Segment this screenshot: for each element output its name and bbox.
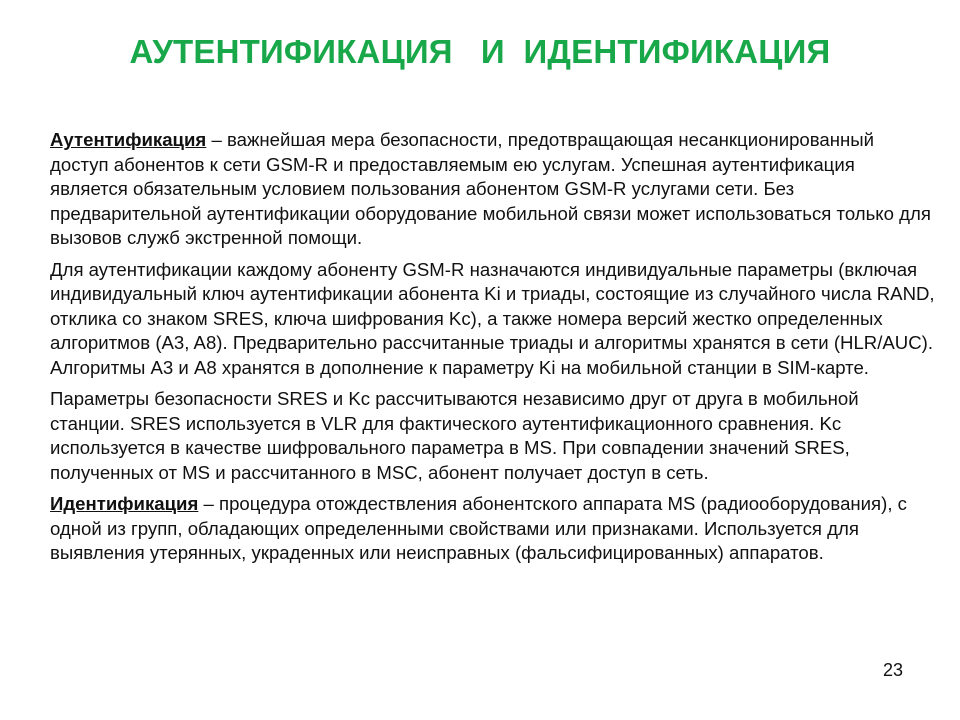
paragraph-sres-kc: Параметры безопасности SRES и Kc рассчитываются независимо друг от друга в мобильной станции. SRES используется в VLR для фактического аутентификационного сравнения. Kc используется в качестве шифровального параметра в MS. При совпадении значений SRES, полученных от MS и рассчитанного в MSC, абонент получает доступ в сеть. <box>50 388 859 483</box>
term-authentication: Аутентификация <box>50 129 207 150</box>
slide-body <box>50 128 935 573</box>
page-number: 23 <box>882 660 903 680</box>
paragraph-authentication <box>50 128 935 251</box>
term-identification: Идентификация <box>50 493 199 514</box>
paragraph-identification <box>50 492 935 566</box>
slide-title: АУТЕНТИФИКАЦИЯ И ИДЕНТИФИКАЦИЯ <box>129 33 831 70</box>
identification-definition: – процедура отождествления абонентского аппарата MS (радиооборудования), с одной из групп, обладающих определенными свойствами или признаками. Используется для выявления утерянных, украденных или неисправных (фальсифицированных) аппаратов. <box>50 493 907 563</box>
authentication-definition: – важнейшая мера безопасности, предотвращающая несанкционированный доступ абонентов к сети GSM-R и предоставляемым ею услугам. Успешная аутентификация является обязательным условием пользования абонентом GSM-R услугами сети. Без предварительной аутентификации оборудование мобильной связи может использоваться только для вызовов служб экстренной помощи. <box>50 129 931 248</box>
paragraph-parameters: Для аутентификации каждому абоненту GSM-R назначаются индивидуальные параметры (включая индивидуальный ключ аутентификации абонента Ki и триады, состоящие из случайного числа RAND, отклика со знаком SRES, ключа шифрования Kc), а также номера версий жестко определенных алгоритмов (A3, A8). Предварительно рассчитанные триады и алгоритмы хранятся в сети (HLR/AUC). Алгоритмы А3 и А8 хранятся в дополнение к параметру Ki на мобильной станции в SIM-карте. <box>50 258 935 378</box>
